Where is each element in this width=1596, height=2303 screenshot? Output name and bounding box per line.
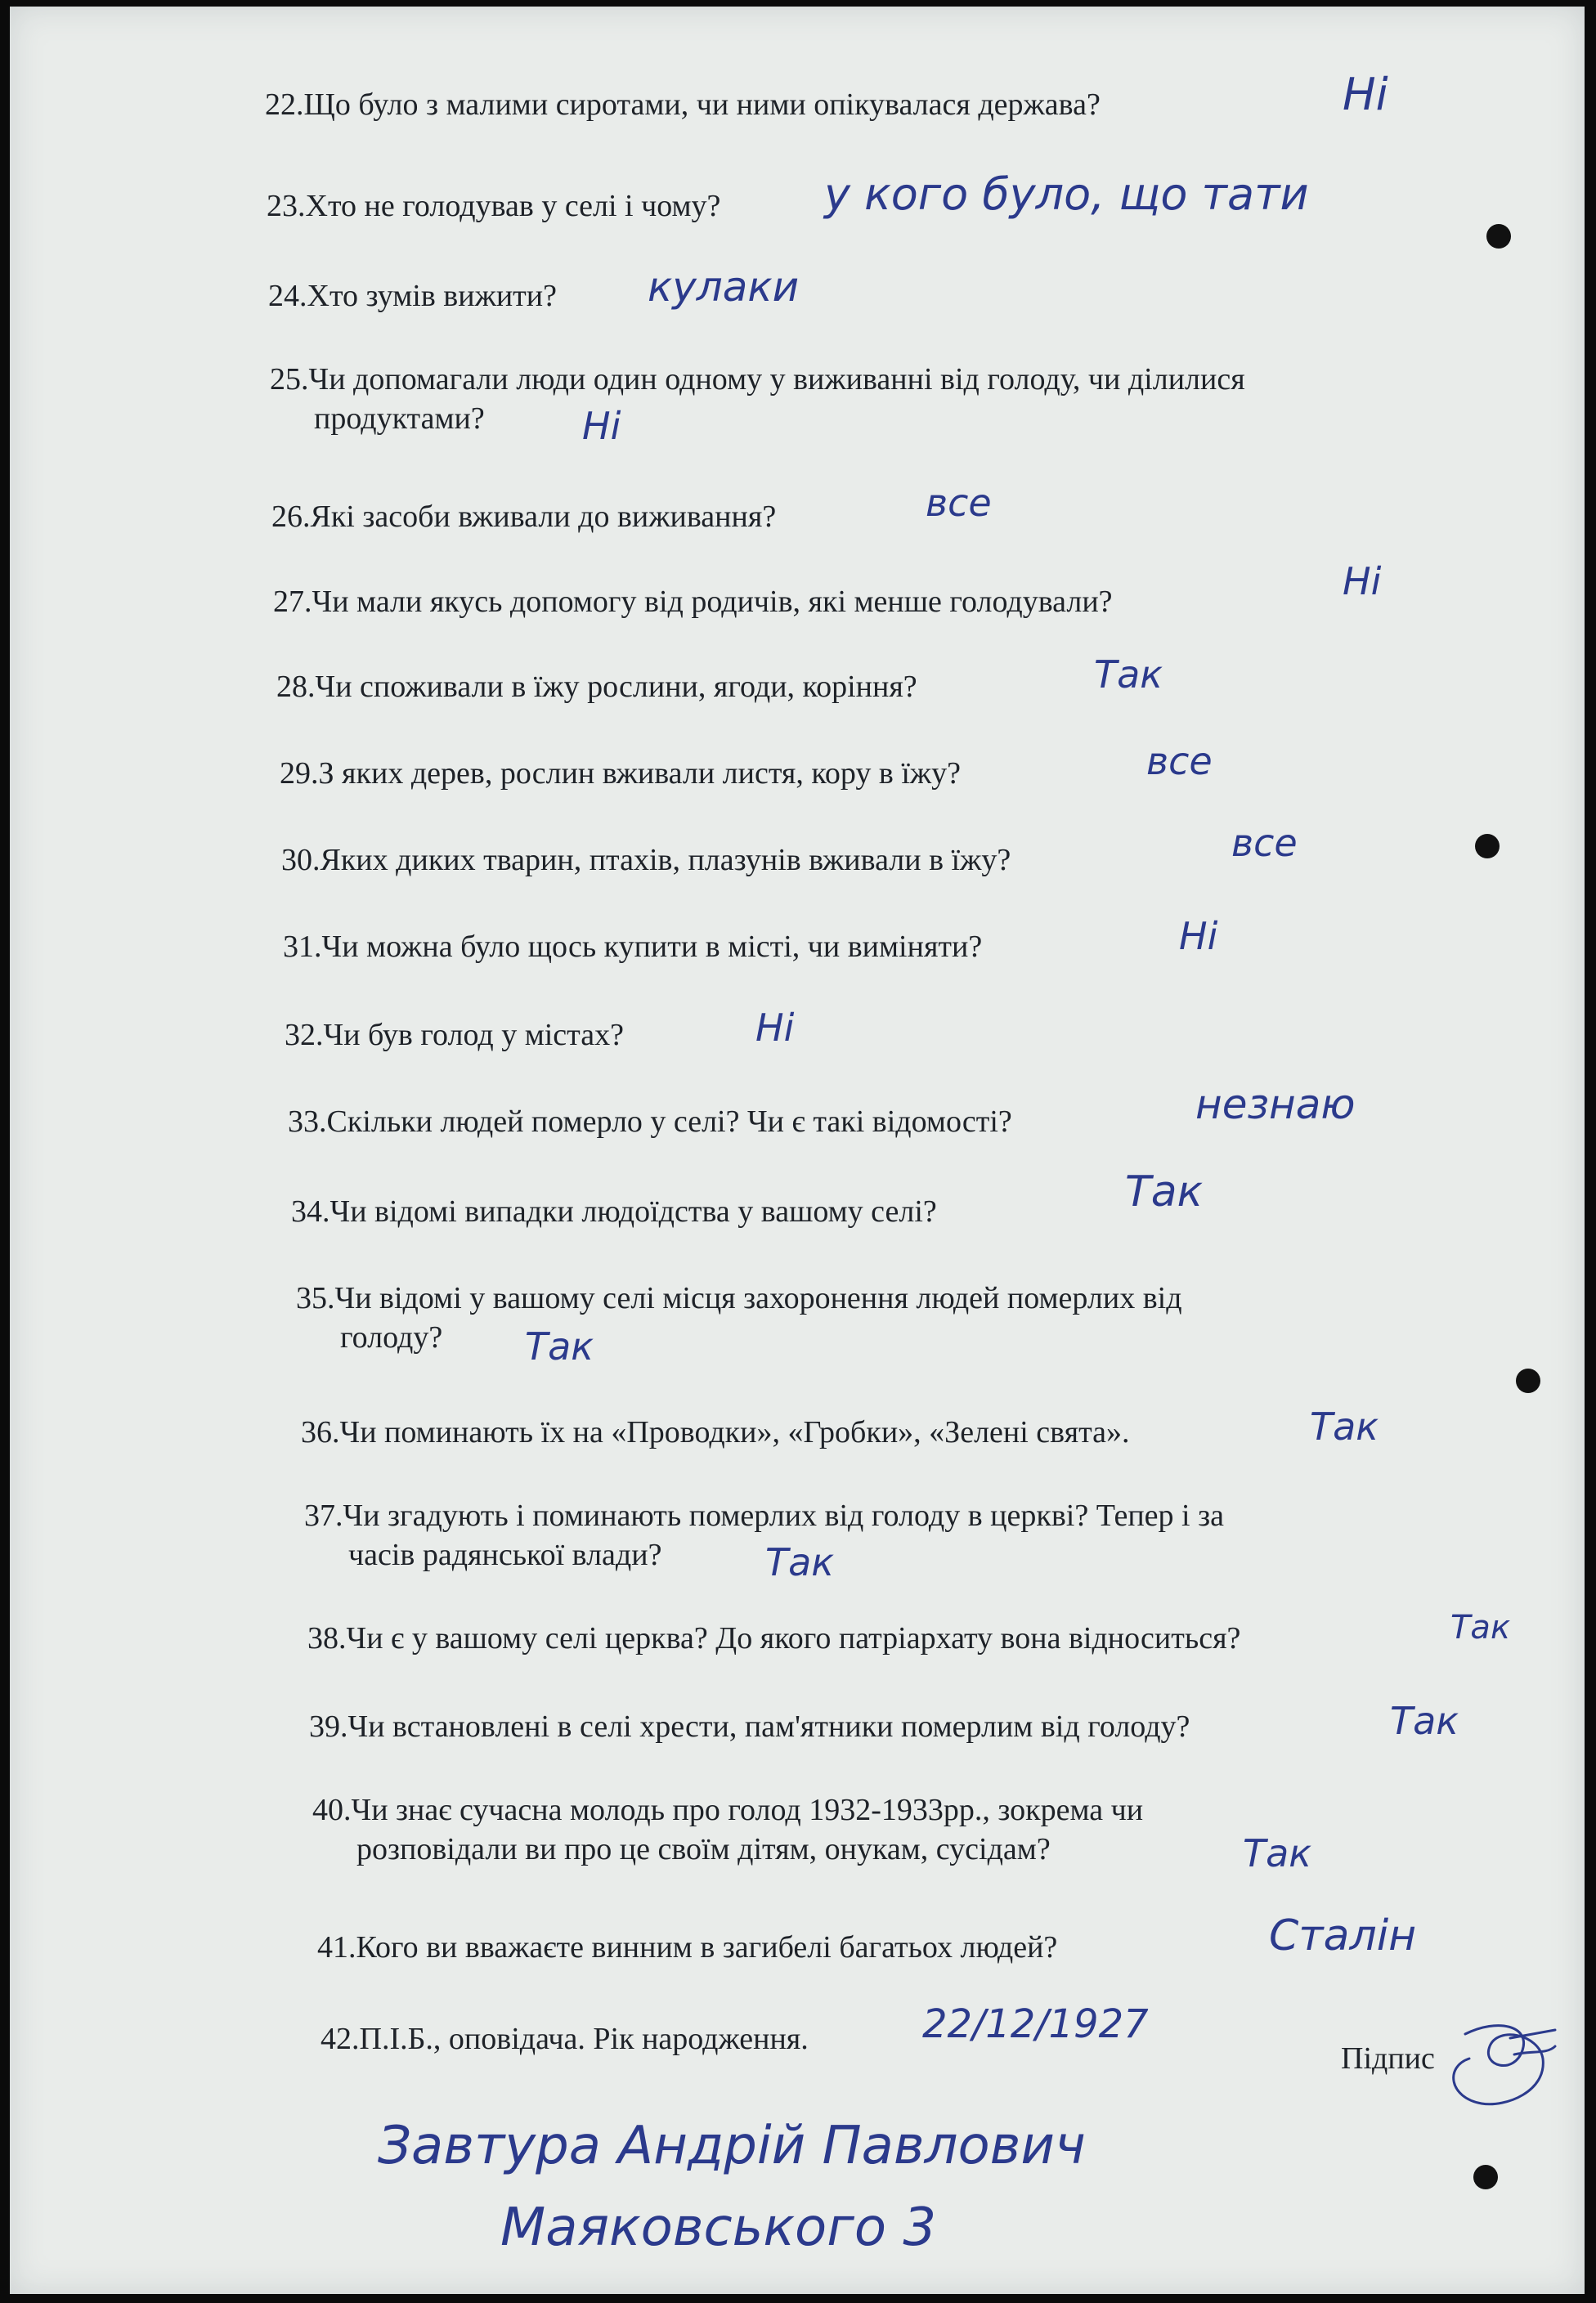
answer-42-birth-date: 22/12/1927 — [922, 2001, 1149, 2047]
question-39 — [309, 1707, 1190, 1746]
question-number: 38. — [307, 1621, 347, 1656]
question-26 — [271, 497, 776, 536]
question-number: 33. — [288, 1104, 327, 1139]
question-text: Яких диких тварин, птахів, плазунів вживали в їжу? — [320, 843, 1011, 877]
question-text: Чи споживали в їжу рослини, ягоди, коріння? — [315, 670, 917, 704]
question-40 — [312, 1790, 1143, 1869]
question-text: Чи мали якусь допомогу від родичів, які менше голодували? — [312, 585, 1113, 619]
question-number: 34. — [291, 1194, 330, 1229]
question-text: Що було з малими сиротами, чи ними опікувалася держава? — [303, 87, 1101, 122]
question-number: 36. — [301, 1415, 340, 1449]
question-number: 37. — [304, 1499, 343, 1533]
punch-hole — [1486, 224, 1511, 249]
answer-39: Так — [1390, 1699, 1459, 1743]
question-text: Чи встановлені в селі хрести, пам'ятники померлим від голоду? — [347, 1709, 1190, 1744]
question-number: 26. — [271, 500, 311, 534]
question-text: Чи згадують і поминають померлих від голоду в церкві? Тепер і за — [343, 1499, 1224, 1533]
question-36 — [301, 1413, 1130, 1452]
question-41 — [317, 1928, 1057, 1967]
answer-29: все — [1146, 739, 1213, 783]
question-number: 30. — [281, 843, 321, 877]
question-number: 31. — [283, 930, 322, 964]
question-text: Чи знає сучасна молодь про голод 1932-1933рр., зокрема чи — [351, 1793, 1144, 1827]
answer-27: Ні — [1343, 559, 1382, 603]
respondent-address: Маяковського 3 — [500, 2198, 937, 2258]
question-37 — [304, 1496, 1224, 1575]
question-number: 29. — [280, 756, 319, 791]
question-text: Чи є у вашому селі церква? До якого патріархату вона відноситься? — [346, 1621, 1241, 1656]
questionnaire-page — [10, 7, 1585, 2294]
question-text: З яких дерев, рослин вживали листя, кору в їжу? — [318, 756, 962, 791]
punch-hole — [1475, 834, 1500, 858]
answer-34: Так — [1125, 1167, 1204, 1216]
question-number: 32. — [285, 1018, 324, 1052]
answer-37: Так — [765, 1540, 835, 1584]
question-text: Чи поминають їх на «Проводки», «Гробки», «Зелені свята». — [339, 1415, 1130, 1449]
punch-hole — [1516, 1369, 1540, 1393]
answer-33: незнаю — [1195, 1081, 1356, 1128]
question-number: 24. — [268, 279, 307, 313]
question-42 — [321, 2019, 809, 2059]
answer-23: у кого було, що тати — [824, 168, 1309, 220]
question-32 — [285, 1015, 624, 1055]
answer-22: Ні — [1343, 69, 1388, 120]
answer-26: все — [926, 481, 992, 525]
question-continuation: голоду? — [340, 1320, 443, 1355]
answer-41: Сталін — [1269, 1911, 1417, 1960]
question-text: Хто зумів вижити? — [307, 279, 557, 313]
question-35 — [296, 1279, 1182, 1357]
answer-24: кулаки — [648, 263, 800, 311]
question-text: Кого ви вважаєте винним в загибелі багатьох людей? — [356, 1930, 1058, 1965]
answer-25: Ні — [582, 404, 621, 448]
question-number: 23. — [267, 189, 306, 223]
question-number: 27. — [273, 585, 312, 619]
question-text: Чи допомагали люди один одному у виживанні від голоду, чи ділилися — [308, 362, 1245, 397]
question-number: 40. — [312, 1793, 352, 1827]
question-34 — [291, 1192, 937, 1231]
question-number: 41. — [317, 1930, 356, 1965]
question-text: Які засоби вживали до виживання? — [310, 500, 777, 534]
question-continuation: розповідали ви про це своїм дітям, онукам, сусідам? — [356, 1832, 1051, 1866]
question-number: 28. — [276, 670, 316, 704]
question-text: Чи відомі у вашому селі місця захоронення людей померлих від — [334, 1281, 1182, 1315]
question-text: Чи можна було щось купити в місті, чи виміняти? — [321, 930, 983, 964]
question-continuation: часів радянської влади? — [348, 1538, 662, 1572]
respondent-name: Завтура Андрій Павлович — [378, 2116, 1086, 2176]
signature-label: Підпис — [1341, 2041, 1435, 2076]
answer-30: все — [1231, 821, 1298, 865]
question-number: 35. — [296, 1281, 335, 1315]
question-38 — [307, 1619, 1240, 1658]
question-number: 22. — [265, 87, 304, 122]
question-27 — [273, 582, 1113, 621]
question-25 — [270, 360, 1245, 438]
question-continuation: продуктами? — [314, 401, 485, 436]
question-number: 39. — [309, 1709, 348, 1744]
punch-hole — [1473, 2165, 1498, 2189]
question-30 — [281, 840, 1011, 880]
answer-28: Так — [1094, 652, 1163, 697]
answer-40: Так — [1243, 1831, 1312, 1875]
answer-35: Так — [525, 1324, 594, 1369]
question-text: Чи був голод у містах? — [323, 1018, 624, 1052]
question-31 — [283, 927, 982, 966]
answer-36: Так — [1310, 1405, 1379, 1449]
signature-scribble — [1432, 2010, 1563, 2124]
answer-31: Ні — [1179, 914, 1218, 958]
question-33 — [288, 1102, 1012, 1141]
answer-38: Так — [1450, 1609, 1511, 1647]
question-28 — [276, 667, 917, 706]
question-text: Чи відомі випадки людоїдства у вашому селі? — [330, 1194, 937, 1229]
question-29 — [280, 754, 961, 793]
question-22 — [265, 85, 1101, 124]
question-24 — [268, 276, 557, 316]
question-text: Скільки людей померло у селі? Чи є такі відомості? — [326, 1104, 1012, 1139]
question-23 — [267, 186, 720, 226]
question-text: П.І.Б., оповідача. Рік народження. — [359, 2022, 809, 2056]
answer-32: Ні — [755, 1006, 795, 1050]
question-number: 25. — [270, 362, 309, 397]
question-text: Хто не голодував у селі і чому? — [305, 189, 721, 223]
question-number: 42. — [321, 2022, 360, 2056]
